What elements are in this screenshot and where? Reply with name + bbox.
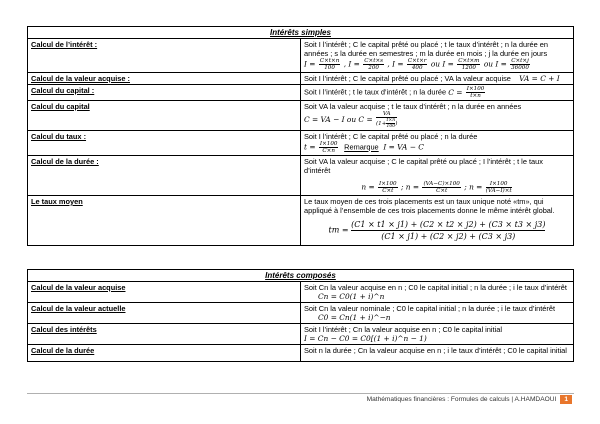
row-compose-duree xyxy=(28,345,574,362)
text-capital-2: Soit VA la valeur acquise ; t le taux d’intérêt ; n la durée en années xyxy=(304,102,522,111)
row-taux-moyen xyxy=(28,196,574,246)
formula-compose-va: Cn = C0(1 + i)^n xyxy=(318,292,385,301)
label-valeur-acquise: Calcul de la valeur acquise : xyxy=(28,73,301,85)
cell-compose-vact xyxy=(301,303,574,324)
row-capital-1 xyxy=(28,85,574,101)
formula-compose-int: I = Cn − C0 = C0[(1 + i)^n − 1) xyxy=(304,334,427,343)
formula-capital-1: C = $\frac{I\times 100}{t\times n}$ xyxy=(448,86,485,99)
row-compose-int xyxy=(28,324,574,345)
label-capital-1: Calcul du capital : xyxy=(28,85,301,101)
text-calc-interet: Soit I l’intérêt ; C le capital prêté ou placé ; t le taux d’intérêt ; n la durée en années ; s la durée en semestres ; m la durée en mois ; j la durée en jours xyxy=(304,40,549,58)
cell-duree xyxy=(301,156,574,196)
text-capital-1: Soit I l’intérêt ; t le taux d’intérêt ; n la durée xyxy=(304,87,447,97)
text-compose-va: Soit Cn la valeur acquise en n ; C0 le capital initial ; n la durée ; i le taux d’intérêt xyxy=(304,283,567,292)
simple-interest-table xyxy=(27,26,574,246)
label-duree: Calcul de la durée : xyxy=(28,156,301,196)
label-compose-va: Calcul de la valeur acquise xyxy=(28,282,301,303)
formula-taux: t = $\frac{I\times 100}{C\times n}$ Remarque I = VA − C xyxy=(304,141,424,154)
cell-compose-duree xyxy=(301,345,574,362)
remarque-formula: I = VA − C xyxy=(383,142,424,152)
cell-calc-interet xyxy=(301,39,574,73)
label-taux-moyen: Le taux moyen xyxy=(28,196,301,246)
cell-capital-1 xyxy=(301,85,574,101)
text-duree: Soit VA la valeur acquise ; C le capital prêté ou placé ; I l’intérêt ; t le taux d’intérêt xyxy=(304,157,543,175)
label-taux: Calcul du taux : xyxy=(28,131,301,156)
cell-capital-2 xyxy=(301,101,574,131)
text-taux: Soit I l’intérêt ; C le capital prêté ou placé ; n la durée xyxy=(304,132,478,141)
row-valeur-acquise xyxy=(28,73,574,85)
label-compose-duree: Calcul de la durée xyxy=(28,345,301,362)
text-valeur-acquise: Soit I l’intérêt ; C le capital prêté ou placé ; VA la valeur acquise xyxy=(304,74,511,83)
cell-compose-va xyxy=(301,282,574,303)
row-duree xyxy=(28,156,574,196)
row-taux xyxy=(28,131,574,156)
footer-text: Mathématiques financières : Formules de calculs | A.HAMDAOUI xyxy=(366,396,557,403)
footer-divider xyxy=(27,393,574,394)
page-footer xyxy=(367,395,572,404)
text-compose-duree: Soit n la durée ; Cn la valeur acquise en n ; i le taux d’intérêt ; C0 le capital initial xyxy=(304,346,567,355)
text-compose-int: Soit I l’intérêt ; Cn la valeur acquise en n ; C0 le capital initial xyxy=(304,325,503,334)
text-taux-moyen: Le taux moyen de ces trois placements est un taux unique noté «tm», qui appliqué à l’ensemble de ces trois placements donne le même intérêt global. xyxy=(304,197,555,215)
formula-compose-vact: C0 = Cn(1 + i)^−n xyxy=(318,313,391,322)
row-capital-2 xyxy=(28,101,574,131)
label-compose-int: Calcul des intérêts xyxy=(28,324,301,345)
compound-interest-table xyxy=(27,269,574,362)
formula-interet: I = $\frac{C\times t\times n}{100}$ , I = $\frac{C\times t\times s}{200}$ , I = $\frac{C\times t\times r}{400}$ ou I = $\frac{C\times t\times m}{1200}$ ou I = $\frac{C\times t\times j}{36000}$ xyxy=(304,58,529,71)
text-compose-vact: Soit Cn la valeur nominale ; C0 le capital initial ; n la durée ; i le taux d’intérêt xyxy=(304,304,556,313)
page-number: 1 xyxy=(560,395,572,404)
row-compose-vact xyxy=(28,303,574,324)
cell-valeur-acquise xyxy=(301,73,574,85)
label-calc-interet: Calcul de l’intérêt : xyxy=(28,39,301,73)
formula-duree: n = $\frac{I\times 100}{C\times t}$ ; n = $\frac{(VA-C)\times 100}{C\times t}$ ; n = $\frac{I\times 100}{(VA-I)\times t}$ xyxy=(361,181,512,194)
cell-taux xyxy=(301,131,574,156)
formula-taux-moyen: tm = $\frac{(C1 \times t1 \times j1) + (C2 \times t2 \times j2) + (C3 \times t3 \times j3)}{(C1 \times j1) + (C2 \times j2) + (C3 \times j3)}$ xyxy=(328,220,546,241)
row-compose-va xyxy=(28,282,574,303)
cell-compose-int xyxy=(301,324,574,345)
cell-taux-moyen xyxy=(301,196,574,246)
label-compose-vact: Calcul de la valeur actuelle xyxy=(28,303,301,324)
simple-title: Intérêts simples xyxy=(28,27,574,39)
compose-title: Intérêts composés xyxy=(28,270,574,282)
formula-capital-2: C = VA − I ou C = VA (1+ $\frac{t\times n}{100}$ ) xyxy=(304,111,398,129)
formula-valeur-acquise: VA = C + I xyxy=(519,74,560,83)
remarque-label: Remarque xyxy=(344,142,379,152)
label-capital-2: Calcul du capital xyxy=(28,101,301,131)
row-calc-interet xyxy=(28,39,574,73)
